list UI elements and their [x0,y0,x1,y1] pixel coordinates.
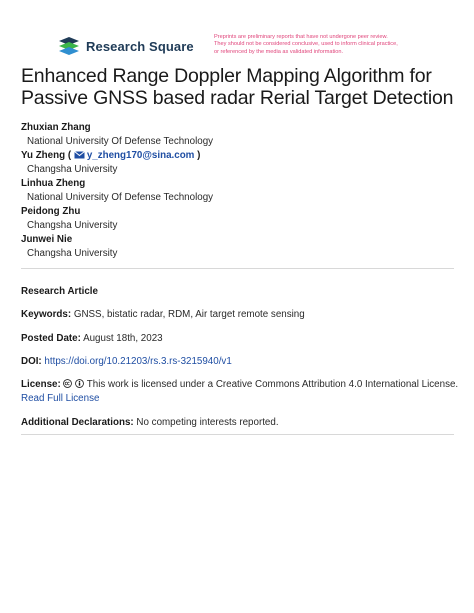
declarations-value: No competing interests reported. [136,417,279,428]
license [21,378,461,405]
author-name: Junwei Nie [21,234,73,245]
author-name: Peidong Zhu [21,206,81,217]
author-name: Zhuxian Zhang [21,122,91,133]
research-square-logo[interactable] [57,36,194,56]
logo-text: Research Square [86,38,194,54]
posted-date-value: August 18th, 2023 [83,333,163,344]
doi-label: DOI: [21,356,42,367]
license-text: This work is licensed under a Creative Commons Attribution 4.0 International License. [86,379,459,390]
email-open-paren: ( [67,150,72,161]
article-type-label: Research Article [21,286,98,297]
cc-icon [63,379,72,392]
author-name-corresponding [21,149,461,163]
disclaimer-line: or referenced by the media as validated information. [214,48,344,55]
author-name: Yu Zheng [21,150,66,161]
additional-declarations [21,416,461,429]
doi [21,355,461,368]
preprint-disclaimer [214,34,464,56]
author-list [21,121,461,261]
doi-link[interactable]: https://doi.org/10.21203/rs.3.rs-3215940/v1 [44,356,232,367]
email-icon [74,150,85,164]
title-line: Passive GNSS based radar Rerial Target Detection [21,87,454,109]
author-affiliation: Changsha University [27,248,118,259]
license-label: License: [21,379,61,390]
disclaimer-line: Preprints are preliminary reports that have not undergone peer review. [214,34,388,40]
read-full-license-link[interactable]: Read Full License [21,393,100,404]
posted-date-label: Posted Date: [21,333,81,344]
research-square-logo-icon [57,36,81,56]
email-close-paren: ) [197,150,201,161]
keywords-label: Keywords: [21,309,72,320]
author-affiliation: National University Of Defense Technology [27,192,214,203]
keywords-value: GNSS, bistatic radar, RDM, Air target remote sensing [73,309,305,320]
author-affiliation: Changsha University [27,220,118,231]
keywords [21,308,461,321]
license-line [21,378,461,392]
author-email-link[interactable]: y_zheng170@sina.com [86,150,195,161]
by-icon [75,379,84,392]
preprint-header [57,34,454,64]
paper-title [21,65,461,109]
disclaimer-line: They should not be considered conclusive, used to inform clinical practice, [214,41,398,48]
posted-date [21,332,461,345]
author-name: Linhua Zheng [21,178,86,189]
divider [21,268,454,269]
author-affiliation: National University Of Defense Technology [27,136,214,147]
title-line: Enhanced Range Doppler Mapping Algorithm for [21,65,432,87]
article-type [21,285,461,298]
declarations-label: Additional Declarations: [21,417,134,428]
author-affiliation: Changsha University [27,164,118,175]
divider [21,434,454,435]
